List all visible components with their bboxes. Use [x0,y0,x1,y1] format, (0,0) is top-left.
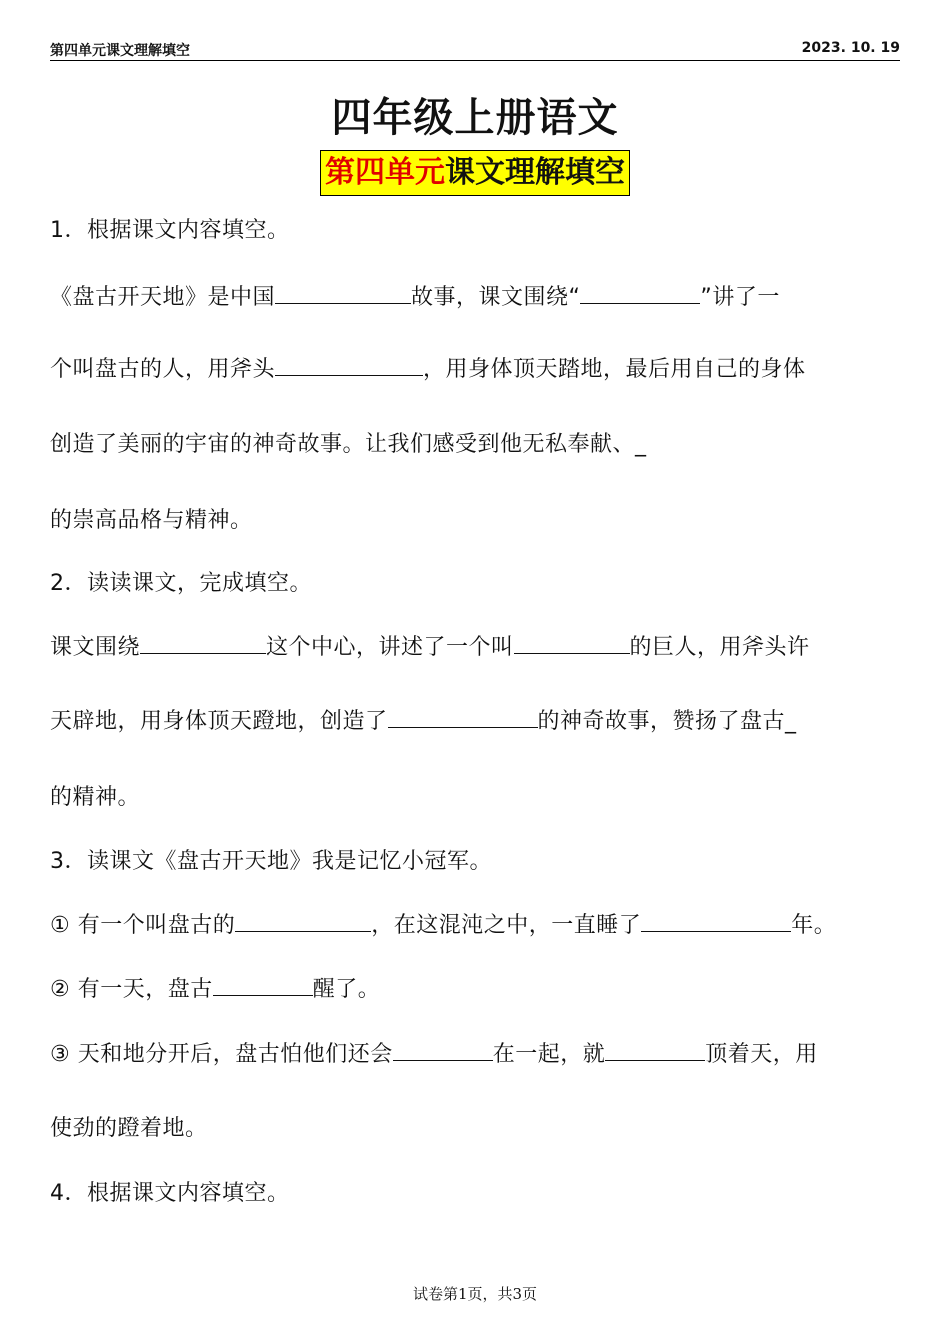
q3-text: ① 有一个叫盘古的 [50,913,236,938]
q1-line-3: 创造了美丽的宇宙的神奇故事。让我们感受到他无私奉献、_ [50,432,647,457]
fill-blank[interactable] [235,909,371,932]
subtitle-wrap [0,150,950,196]
q3-text: 在一起，就 [492,1042,606,1067]
subtitle-topic: 课文理解填空 [445,155,625,190]
q3-text: 年。 [791,913,837,938]
q3-line-3 [50,1037,818,1068]
q1-text: ，用身体顶天踏地，最后用自己的身体 [423,357,806,382]
fill-blank[interactable] [213,973,313,996]
fill-blank[interactable] [275,353,423,376]
fill-blank[interactable] [140,631,266,654]
fill-blank[interactable] [580,281,700,304]
page-title: 四年级上册语文 [331,95,619,141]
q1-line-1 [50,280,780,311]
fill-blank[interactable] [275,281,411,304]
q1-text: ”讲了一 [700,285,780,310]
q2-line-1 [50,630,810,661]
q2-line-3: 的精神。 [50,785,141,810]
q3-line-4: 使劲的蹬着地。 [50,1116,208,1141]
q3-text: ② 有一天，盘古 [50,977,213,1002]
q1-text: 《盘古开天地》是中国 [50,285,276,310]
q3-line-1 [50,908,836,939]
q2-text: 的神奇故事，赞扬了盘古_ [537,709,797,734]
q3-label: 3．读课文《盘古开天地》我是记忆小冠军。 [50,849,492,874]
q4-label: 4．根据课文内容填空。 [50,1181,290,1206]
q1-text: 个叫盘古的人，用斧头 [50,357,276,382]
q2-text: 课文围绕 [50,635,141,660]
q2-text: 这个中心，讲述了一个叫 [266,635,514,660]
fill-blank[interactable] [605,1038,705,1061]
page-header [50,38,900,61]
q1-label: 1．根据课文内容填空。 [50,218,290,243]
page-footer: 试卷第1页，共3页 [412,1285,538,1303]
header-date: 2023. 10. 19 [801,40,900,56]
fill-blank[interactable] [641,909,791,932]
fill-blank[interactable] [514,631,630,654]
q3-line-2 [50,972,380,1003]
q2-text: 的巨人，用斧头许 [629,635,810,660]
q3-text: 醒了。 [312,977,381,1002]
fill-blank[interactable] [388,705,538,728]
subtitle-banner [320,150,630,196]
q1-line-4: 的崇高品格与精神。 [50,508,253,533]
q1-line-2 [50,352,806,383]
q3-text: ③ 天和地分开后，盘古怕他们还会 [50,1042,393,1067]
q3-text: ，在这混沌之中，一直睡了 [371,913,642,938]
q2-text: 天辟地，用身体顶天蹬地，创造了 [50,709,388,734]
fill-blank[interactable] [393,1038,493,1061]
subtitle-unit: 第四单元 [325,155,445,190]
q2-line-2 [50,704,797,735]
header-title: 第四单元课文理解填空 [50,43,190,59]
q1-text: 故事，课文围绕“ [411,285,581,310]
q3-text: 顶着天，用 [705,1042,818,1067]
q2-label: 2．读读课文，完成填空。 [50,571,312,596]
